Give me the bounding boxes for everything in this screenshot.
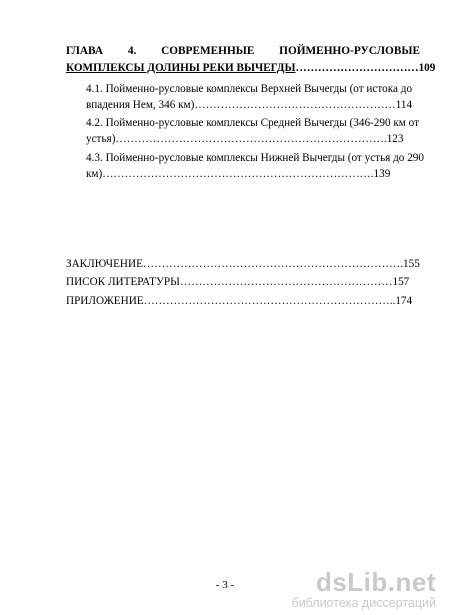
- chapter-heading: [66, 45, 420, 57]
- chapter-heading-line2: [66, 61, 436, 76]
- toc-section-line: впадения Нем, 346 км)………………………………………………114: [86, 99, 413, 111]
- toc-section-line: 4.1. Пойменно-русловые комплексы Верхней Вычегды (от истока до: [86, 83, 413, 95]
- watermark-subtitle: библиотека диссертаций: [291, 596, 436, 610]
- chapter-word: ГЛАВА: [66, 45, 104, 57]
- page-number: - 3 -: [215, 579, 235, 591]
- chapter-word: ПОЙМЕННО-РУСЛОВЫЕ: [279, 45, 420, 57]
- toc-section-line: устья)……………………………………………………………….123: [86, 133, 404, 145]
- toc-section-line: 4.2. Пойменно-русловые комплексы Средней Вычегды (346-290 км от: [86, 117, 419, 129]
- toc-back-matter-item: ПРИЛОЖЕНИЕ…………………………………………………………..174: [66, 295, 413, 307]
- chapter-word: 4.: [127, 45, 137, 57]
- toc-back-matter-item: ПИСОК ЛИТЕРАТУРЫ…………………………………………………157: [66, 276, 410, 288]
- chapter-title-text: КОМПЛЕКСЫ ДОЛИНЫ РЕКИ ВЫЧЕГДЫ: [66, 62, 296, 74]
- toc-section-line: 4.3. Пойменно-русловые комплексы Нижней Вычегды (от устья до 290: [86, 152, 424, 164]
- watermark-logo: dsLib.net: [315, 567, 436, 597]
- chapter-word: СОВРЕМЕННЫЕ: [161, 45, 255, 57]
- watermark: [292, 568, 436, 610]
- toc-back-matter-item: ЗАКЛЮЧЕНИЕ…………………………………………………………….155: [66, 258, 420, 270]
- chapter-title-dots: ……………………………: [295, 62, 419, 74]
- toc-section-line: км)……………………………………………………………….139: [86, 168, 391, 180]
- chapter-page: 109: [418, 62, 436, 74]
